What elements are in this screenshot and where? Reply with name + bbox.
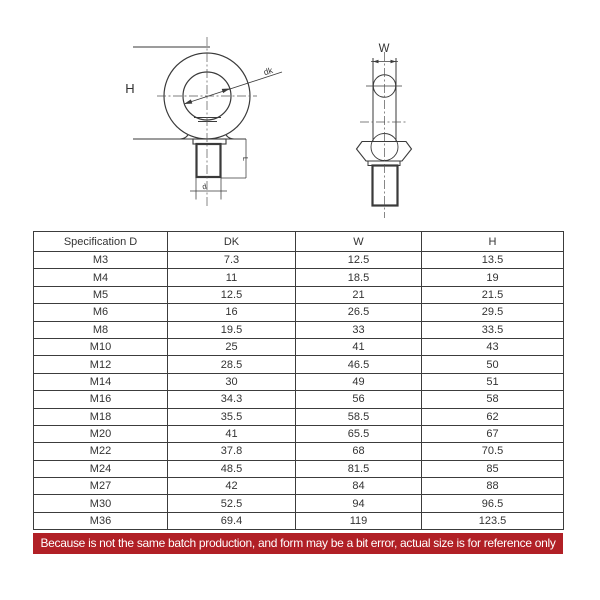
spec-table-body <box>34 252 564 530</box>
table-cell: 12.5 <box>168 286 296 303</box>
table-cell: M30 <box>34 495 168 512</box>
dim-label-dk: dk <box>262 65 274 78</box>
table-row <box>34 304 564 321</box>
table-cell: 41 <box>296 338 422 355</box>
table-cell: 30 <box>168 373 296 390</box>
table-cell: 29.5 <box>422 304 564 321</box>
table-cell: 33.5 <box>422 321 564 338</box>
table-cell: 12.5 <box>296 252 422 269</box>
table-row <box>34 495 564 512</box>
table-cell: 67 <box>422 425 564 442</box>
table-cell: M16 <box>34 391 168 408</box>
table-cell: 19 <box>422 269 564 286</box>
table-cell: 48.5 <box>168 460 296 477</box>
table-row <box>34 286 564 303</box>
table-cell: 119 <box>296 512 422 529</box>
table-row <box>34 321 564 338</box>
table-row <box>34 338 564 355</box>
table-cell: M14 <box>34 373 168 390</box>
table-cell: M10 <box>34 338 168 355</box>
table-cell: M20 <box>34 425 168 442</box>
table-cell: 51 <box>422 373 564 390</box>
table-cell: 28.5 <box>168 356 296 373</box>
table-cell: 26.5 <box>296 304 422 321</box>
table-cell: M27 <box>34 478 168 495</box>
table-cell: M4 <box>34 269 168 286</box>
table-cell: 7.3 <box>168 252 296 269</box>
table-cell: 11 <box>168 269 296 286</box>
table-cell: 58.5 <box>296 408 422 425</box>
table-cell: 37.8 <box>168 443 296 460</box>
table-row <box>34 391 564 408</box>
table-cell: 58 <box>422 391 564 408</box>
table-cell: 16 <box>168 304 296 321</box>
front-view <box>125 37 282 206</box>
dim-label-h: H <box>125 81 135 96</box>
dk-arrow-right <box>222 89 230 94</box>
table-cell: 84 <box>296 478 422 495</box>
table-cell: 49 <box>296 373 422 390</box>
table-cell: 43 <box>422 338 564 355</box>
table-cell: M24 <box>34 460 168 477</box>
w-arrow-right <box>391 60 397 63</box>
table-cell: 56 <box>296 391 422 408</box>
table-cell: 69.4 <box>168 512 296 529</box>
table-cell: 33 <box>296 321 422 338</box>
table-cell: 19.5 <box>168 321 296 338</box>
table-row <box>34 443 564 460</box>
table-cell: 50 <box>422 356 564 373</box>
table-row <box>34 252 564 269</box>
table-row <box>34 512 564 529</box>
table-cell: M18 <box>34 408 168 425</box>
table-row <box>34 408 564 425</box>
table-cell: 70.5 <box>422 443 564 460</box>
base-fillet-right <box>226 135 234 139</box>
w-arrow-left <box>373 60 379 63</box>
col-header-h: H <box>422 232 564 252</box>
table-cell: 123.5 <box>422 512 564 529</box>
table-cell: M12 <box>34 356 168 373</box>
collar <box>357 142 412 162</box>
dk-arrow-left <box>184 99 192 104</box>
col-header-dk: DK <box>168 232 296 252</box>
base-fillet-left <box>180 135 188 139</box>
table-row <box>34 269 564 286</box>
table-cell: 41 <box>168 425 296 442</box>
table-cell: 35.5 <box>168 408 296 425</box>
table-row <box>34 373 564 390</box>
col-header-w: W <box>296 232 422 252</box>
table-cell: 65.5 <box>296 425 422 442</box>
table-cell: 88 <box>422 478 564 495</box>
dk-dim-line <box>184 72 282 104</box>
table-cell: 21.5 <box>422 286 564 303</box>
table-cell: 25 <box>168 338 296 355</box>
table-cell: M6 <box>34 304 168 321</box>
table-cell: 85 <box>422 460 564 477</box>
table-row <box>34 425 564 442</box>
table-cell: 94 <box>296 495 422 512</box>
table-cell: M8 <box>34 321 168 338</box>
spec-table-wrap <box>33 231 563 530</box>
shank <box>197 144 221 177</box>
table-cell: 46.5 <box>296 356 422 373</box>
dim-label-l: L <box>241 156 250 162</box>
side-shank <box>373 166 398 206</box>
table-cell: 52.5 <box>168 495 296 512</box>
dim-label-w: W <box>378 43 390 55</box>
table-cell: M36 <box>34 512 168 529</box>
disclaimer-banner: Because is not the same batch production, and form may be a bit error, actual size is for reference only <box>33 533 563 554</box>
table-cell: 34.3 <box>168 391 296 408</box>
dim-label-d: d <box>201 181 208 192</box>
table-cell: 81.5 <box>296 460 422 477</box>
table-cell: M3 <box>34 252 168 269</box>
technical-drawing-area <box>0 0 600 230</box>
table-cell: M22 <box>34 443 168 460</box>
side-view <box>357 43 412 218</box>
table-cell: 62 <box>422 408 564 425</box>
table-row <box>34 478 564 495</box>
spec-table <box>33 231 564 530</box>
table-row <box>34 460 564 477</box>
spec-table-header-row <box>34 232 564 252</box>
table-cell: 68 <box>296 443 422 460</box>
table-cell: 18.5 <box>296 269 422 286</box>
table-cell: 13.5 <box>422 252 564 269</box>
table-row <box>34 356 564 373</box>
table-cell: M5 <box>34 286 168 303</box>
table-cell: 96.5 <box>422 495 564 512</box>
table-cell: 21 <box>296 286 422 303</box>
col-header-specification-d: Specification D <box>34 232 168 252</box>
table-cell: 42 <box>168 478 296 495</box>
eyebolt-technical-drawing <box>0 0 600 230</box>
